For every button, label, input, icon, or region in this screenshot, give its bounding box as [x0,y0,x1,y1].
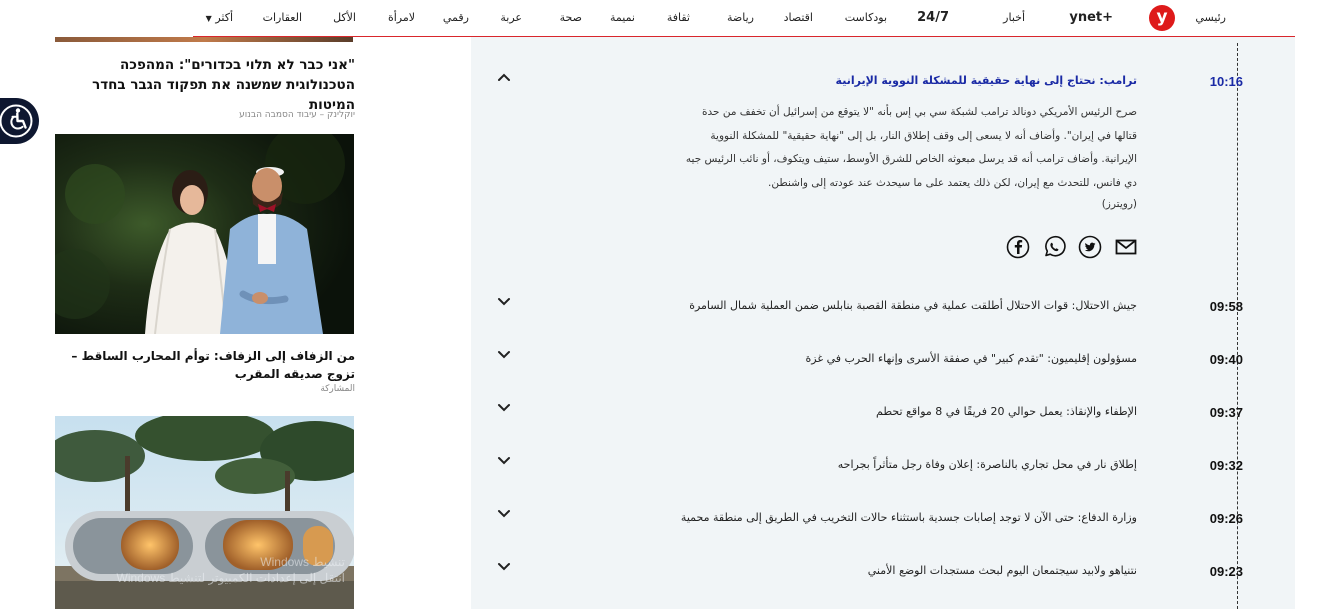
whatsapp-icon[interactable] [1042,235,1066,259]
feed-item[interactable] [471,507,1295,527]
live-news-feed [471,37,1295,609]
nav-item-economy[interactable]: اقتصاد [783,11,813,24]
chevron-down-icon[interactable] [497,560,511,574]
item-headline[interactable]: الإطفاء والإنقاذ: يعمل حوالي 20 فريقًا في 8 مواقع تحطم [876,405,1137,418]
item-time: 09:40 [1209,352,1243,367]
nav-item-gossip[interactable]: نميمة [610,11,635,24]
story-image-top [55,37,353,42]
nav-item-podcast[interactable]: بودكاست [844,11,887,24]
story-meta-1: יוקלינק – עיבוד הסמבה הבנוע [239,110,355,120]
top-navigation [193,0,1295,37]
sidebar-stories [55,37,355,609]
mail-icon[interactable] [1114,235,1138,259]
nav-item-women[interactable]: لامرأة [387,11,415,24]
item-time: 09:26 [1209,511,1243,526]
nav-item-food[interactable]: الأكل [333,11,356,24]
nav-item-24-7[interactable]: 24/7 [917,10,949,25]
item-headline[interactable]: إطلاق نار في محل تجاري بالناصرة: إعلان وفاة رجل متأثراً بجراحه [837,458,1137,471]
chevron-down-icon[interactable] [497,401,511,415]
chevron-up-icon[interactable] [497,70,511,84]
item-headline[interactable]: مسؤولون إقليميون: "تقدم كبير" في صفقة الأسرى وإنهاء الحرب في غزة [805,352,1137,365]
item-source: (رويترز) [1101,198,1137,210]
story-title-1[interactable]: "אני כבר לא תלוי בכדורים": המהפכה הטכנולוגית שמשנה את תפקוד הגבר בחדר המיטות [92,57,355,113]
chevron-down-icon[interactable] [497,295,511,309]
chevron-down-icon[interactable] [497,507,511,521]
nav-item-culture[interactable]: ثقافة [666,11,690,24]
twitter-icon[interactable] [1078,235,1102,259]
nav-item-home[interactable]: رئيسي [1195,11,1226,24]
item-time: 10:16 [1209,74,1243,89]
facebook-icon[interactable] [1006,235,1030,259]
ynet-logo[interactable]: y [1149,5,1175,31]
nav-item-health[interactable]: صحة [559,11,582,24]
story-title-2[interactable]: من الزفاف إلى الزفاف: توأم المحارب الساقط – تزوج صديقه المقرب [71,349,355,381]
nav-more-label: أكثر [215,11,233,24]
feed-item[interactable] [471,348,1295,368]
pod-houses-photo[interactable] [55,416,354,609]
watermark-line-1: Windows تنشيط [260,555,345,569]
feed-item[interactable] [471,560,1295,580]
chevron-down-icon[interactable] [497,454,511,468]
feed-item[interactable] [471,454,1295,474]
item-headline[interactable]: ترامب: نحتاج إلى نهاية حقيقية للمشكلة النووية الإيرانية [835,74,1137,87]
item-time: 09:58 [1209,299,1243,314]
nav-item-digital[interactable]: رقمي [442,11,469,24]
feed-item[interactable] [471,401,1295,421]
item-headline[interactable]: وزارة الدفاع: حتى الآن لا توجد إصابات جسدية باستثناء حالات التخريب في الطريق إلى منطقة محمية [680,511,1137,524]
nav-item-news[interactable]: أخبار [1003,11,1025,24]
item-headline[interactable]: نتنياهو ولابيد سيجتمعان اليوم لبحث مستجدات الوضع الأمني [867,564,1137,577]
item-body-text: صرح الرئيس الأمريكي دونالد ترامب لشبكة سي بي إس بأنه "لا يتوقع من إسرائيل أن تخفف من حدة قتالها في إيران". وأضاف أنه لا يسعى إلى وقف إطلاق النار، بل إلى "نهاية حقيقية" للمشكلة النووية الإيرانية. وأضاف ترامب أنه قد يرسل مبعوثه الخاص للشرق الأوسط، ستيف ويتكوف، أو نائب الرئيس جيه دي فانس، للتحدث مع إيران، لكن ذلك يعتمد على ما سيحدث عند عودته إلى واشنطن. [685,106,1137,189]
watermark-line-2: Windows انتقل إلى إعدادات الكمبيوتر لتنشيط [116,571,345,585]
nav-item-ynet-plus[interactable]: ynet+ [1069,10,1113,25]
nav-item-real-estate[interactable]: العقارات [262,11,302,24]
feed-item[interactable] [471,295,1295,315]
item-headline[interactable]: جيش الاحتلال: قوات الاحتلال أطلقت عملية في منطقة القصبة بنابلس ضمن العملية شمال السامرة [689,299,1137,312]
nav-item-car[interactable]: عربة [500,11,522,24]
nav-item-more[interactable] [203,11,233,24]
nav-item-sports[interactable]: رياضة [727,11,754,24]
story-meta-2: المشاركة [320,384,355,394]
wedding-photo[interactable] [55,134,354,334]
item-time: 09:23 [1209,564,1243,579]
item-time: 09:32 [1209,458,1243,473]
caret-down-icon: ▼ [205,14,212,23]
feed-item-expanded[interactable] [471,70,1295,90]
accessibility-icon [0,98,39,144]
chevron-down-icon[interactable] [497,348,511,362]
item-time: 09:37 [1209,405,1243,420]
accessibility-button[interactable] [0,98,39,144]
